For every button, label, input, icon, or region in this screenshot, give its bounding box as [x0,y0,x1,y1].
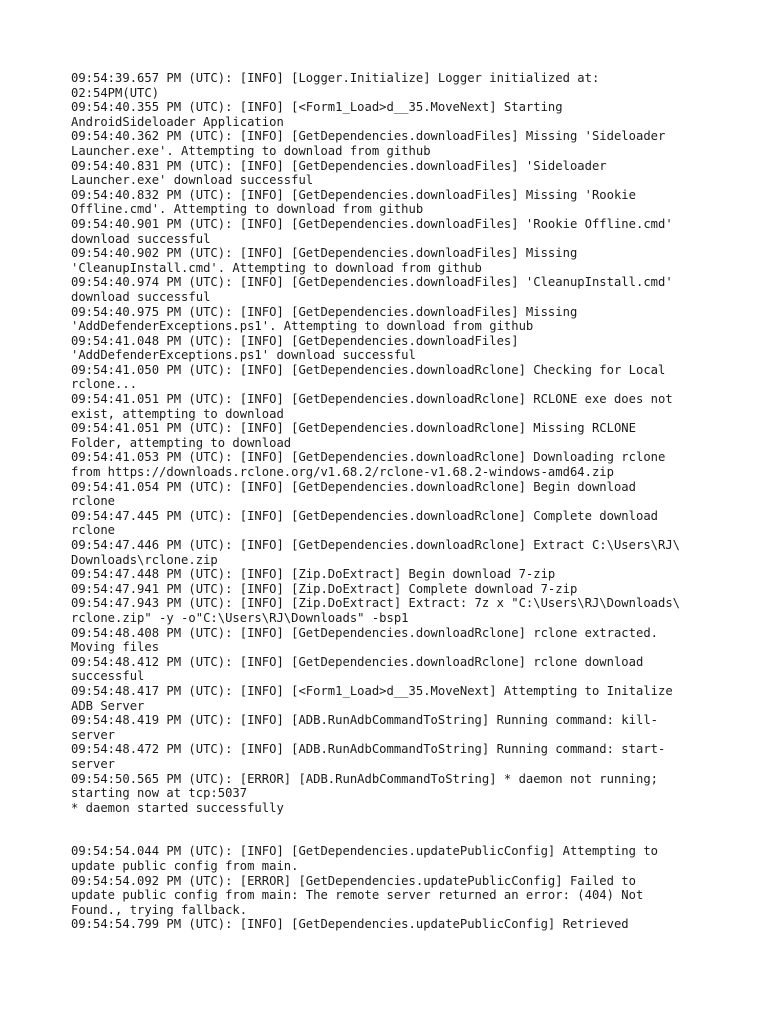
log-line: rclone... [71,377,138,392]
log-line: 09:54:48.472 PM (UTC): [INFO] [ADB.RunAdbCommandToString] Running command: start- [71,742,666,757]
log-line: Downloads\rclone.zip [71,552,218,567]
log-line: 09:54:54.044 PM (UTC): [INFO] [GetDependencies.updatePublicConfig] Attempting to [71,844,658,859]
log-line: 09:54:54.092 PM (UTC): [ERROR] [GetDependencies.updatePublicConfig] Failed to [71,873,636,888]
log-line: 09:54:40.902 PM (UTC): [INFO] [GetDependencies.downloadFiles] Missing [71,246,578,261]
log-line: 09:54:41.051 PM (UTC): [INFO] [GetDependencies.downloadRclone] RCLONE exe does not [71,392,673,407]
log-line: rclone [71,523,116,538]
log-line: 'AddDefenderExceptions.ps1' download successful [71,348,416,363]
log-line: 09:54:54.799 PM (UTC): [INFO] [GetDependencies.updatePublicConfig] Retrieved [71,917,629,932]
log-line: ADB Server [71,698,145,713]
log-line: 09:54:48.408 PM (UTC): [INFO] [GetDependencies.downloadRclone] rclone extracted. [71,625,658,640]
log-line: exist, attempting to download [71,406,284,421]
log-line: rclone [71,494,116,509]
log-line: from https://downloads.rclone.org/v1.68.2/rclone-v1.68.2-windows-amd64.zip [71,465,614,480]
log-line: server [71,727,116,742]
log-line: rclone.zip" -y -o"C:\Users\RJ\Downloads" -bsp1 [71,610,409,625]
log-line: 09:54:40.975 PM (UTC): [INFO] [GetDependencies.downloadFiles] Missing [71,304,578,319]
log-line: 09:54:41.054 PM (UTC): [INFO] [GetDependencies.downloadRclone] Begin download [71,479,636,494]
log-line: 09:54:48.419 PM (UTC): [INFO] [ADB.RunAdbCommandToString] Running command: kill- [71,713,658,728]
log-line: download successful [71,289,211,304]
log-line: Launcher.exe'. Attempting to download from github [71,143,431,158]
log-line: 09:54:50.565 PM (UTC): [ERROR] [ADB.RunAdbCommandToString] * daemon not running; [71,771,658,786]
log-line: 09:54:48.417 PM (UTC): [INFO] [<Form1_Load>d__35.MoveNext] Attempting to Initalize [71,683,673,698]
log-line: 09:54:41.048 PM (UTC): [INFO] [GetDependencies.downloadFiles] [71,333,519,348]
log-line: 09:54:40.831 PM (UTC): [INFO] [GetDependencies.downloadFiles] 'Sideloader [71,158,607,173]
log-text [71,71,728,932]
log-line: server [71,756,116,771]
log-line: Moving files [71,640,160,655]
log-line: successful [71,669,145,684]
log-line: 02:54PM(UTC) [71,85,160,100]
log-line: 09:54:40.832 PM (UTC): [INFO] [GetDependencies.downloadFiles] Missing 'Rookie [71,187,636,202]
log-line: 09:54:47.446 PM (UTC): [INFO] [GetDependencies.downloadRclone] Extract C:\Users\RJ\ [71,538,681,552]
log-line: 09:54:48.412 PM (UTC): [INFO] [GetDependencies.downloadRclone] rclone download [71,654,644,669]
log-line: 09:54:41.053 PM (UTC): [INFO] [GetDependencies.downloadRclone] Downloading rclone [71,450,666,465]
log-line: 09:54:39.657 PM (UTC): [INFO] [Logger.Initialize] Logger initialized at: [71,71,600,85]
log-line: AndroidSideloader Application [71,114,284,129]
log-line: 09:54:47.943 PM (UTC): [INFO] [Zip.DoExtract] Extract: 7z x "C:\Users\RJ\Downloads\ [71,596,681,611]
log-line: 09:54:47.448 PM (UTC): [INFO] [Zip.DoExtract] Begin download 7-zip [71,567,556,582]
log-line: update public config from main: The remote server returned an error: (404) Not [71,888,644,903]
log-line: 09:54:40.974 PM (UTC): [INFO] [GetDependencies.downloadFiles] 'CleanupInstall.cmd' [71,275,673,290]
log-line: 'AddDefenderExceptions.ps1'. Attempting to download from github [71,319,534,334]
log-line: 09:54:40.355 PM (UTC): [INFO] [<Form1_Load>d__35.MoveNext] Starting [71,100,563,115]
log-line: 09:54:40.362 PM (UTC): [INFO] [GetDependencies.downloadFiles] Missing 'Sideloader [71,129,666,144]
log-line: 09:54:41.050 PM (UTC): [INFO] [GetDependencies.downloadRclone] Checking for Local [71,362,666,377]
log-line: Folder, attempting to download [71,435,292,450]
log-line [71,815,728,830]
log-line: 'CleanupInstall.cmd'. Attempting to download from github [71,260,482,275]
log-line: * daemon started successfully [71,800,284,815]
log-line: Launcher.exe' download successful [71,173,314,188]
log-line: 09:54:41.051 PM (UTC): [INFO] [GetDependencies.downloadRclone] Missing RCLONE [71,421,636,436]
log-line: 09:54:47.941 PM (UTC): [INFO] [Zip.DoExtract] Complete download 7-zip [71,581,578,596]
log-line: update public config from main. [71,859,299,874]
log-line: Found., trying fallback. [71,902,248,917]
log-line: 09:54:47.445 PM (UTC): [INFO] [GetDependencies.downloadRclone] Complete download [71,508,658,523]
log-line [71,830,728,845]
log-line: Offline.cmd'. Attempting to download from github [71,202,424,217]
log-line: 09:54:40.901 PM (UTC): [INFO] [GetDependencies.downloadFiles] 'Rookie Offline.cmd' [71,216,673,231]
log-line: starting now at tcp:5037 [71,786,248,801]
log-line: download successful [71,231,211,246]
